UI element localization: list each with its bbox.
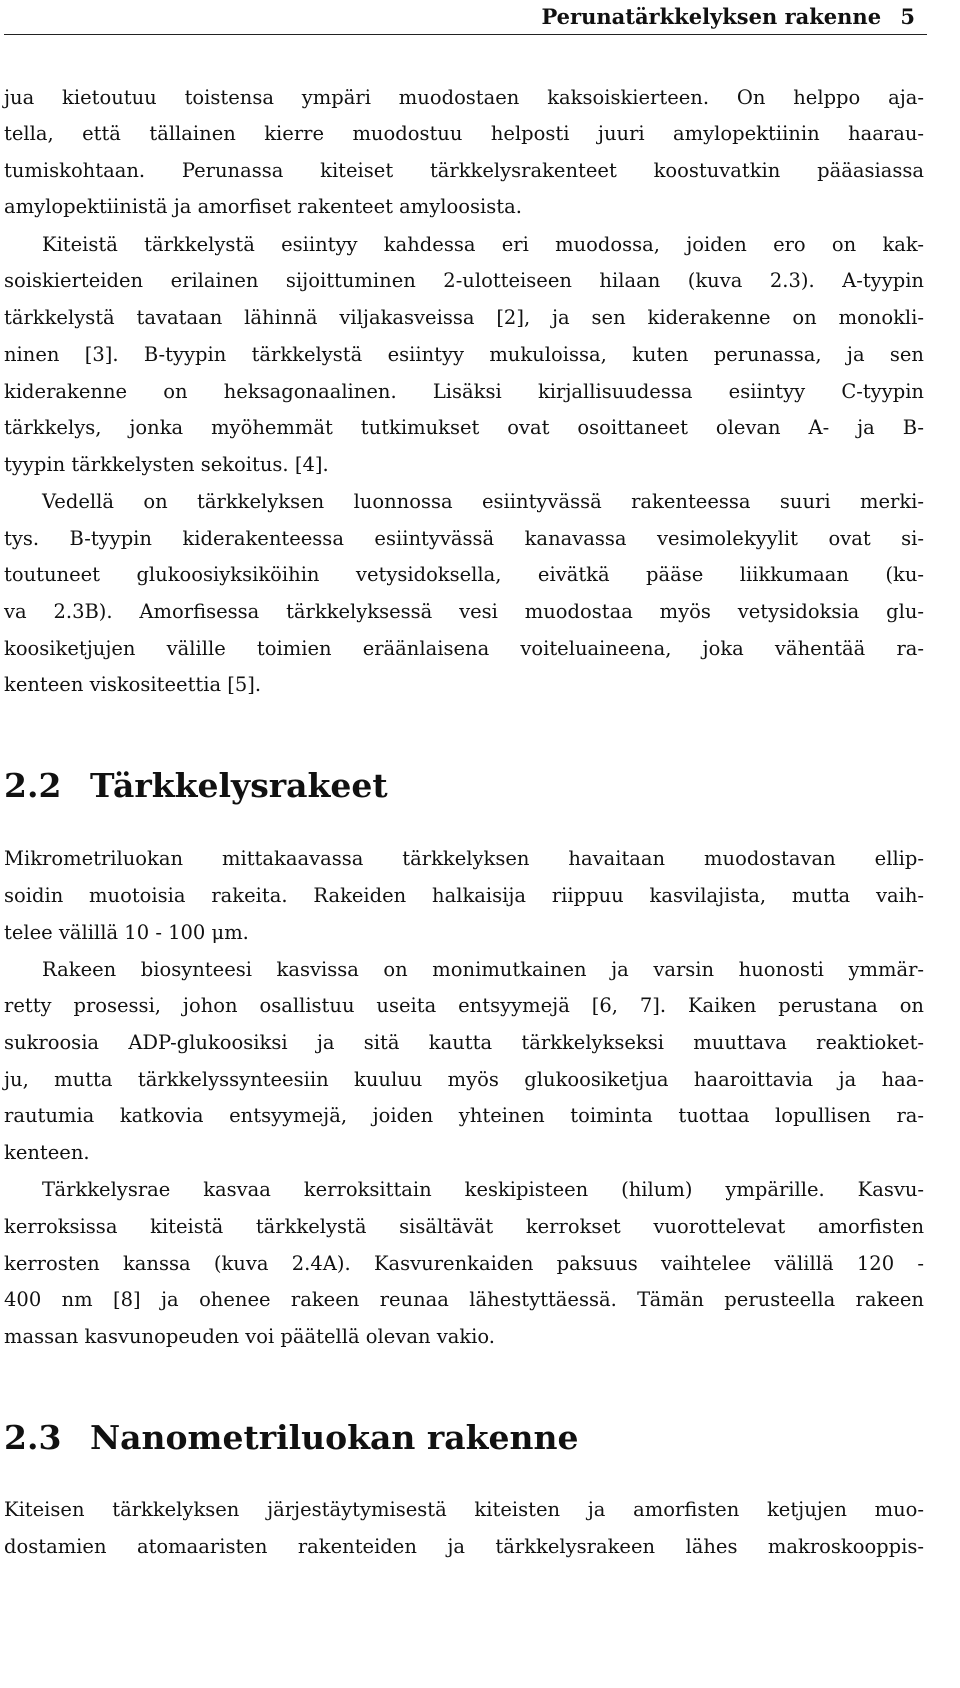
- text-line: Kiteistä tärkkelystä esiintyy kahdessa eri muodossa, joiden ero on kak-: [42, 233, 924, 256]
- text-line: soiskierteiden erilainen sijoittuminen 2-ulotteiseen hilaan (kuva 2.3). A-tyypin: [4, 269, 924, 292]
- text-line: tärkkelystä tavataan lähinnä viljakasveissa [2], ja sen kiderakenne on monokli-: [4, 306, 924, 329]
- text-line: Rakeen biosynteesi kasvissa on monimutkainen ja varsin huonosti ymmär-: [42, 958, 924, 981]
- section-title: Nanometriluokan rakenne: [90, 1418, 579, 1457]
- text-line: koosiketjujen välille toimien eräänlaisena voiteluaineena, joka vähentää ra-: [4, 637, 924, 660]
- text-line: retty prosessi, johon osallistuu useita entsyymejä [6, 7]. Kaiken perustana on: [4, 994, 924, 1017]
- text-line: tyypin tärkkelysten sekoitus. [4].: [4, 453, 329, 476]
- header-rule: [4, 34, 927, 35]
- text-line: ninen [3]. B-tyypin tärkkelystä esiintyy mukuloissa, kuten perunassa, ja sen: [4, 343, 924, 366]
- page-number: 5: [900, 4, 915, 29]
- text-line: Tärkkelysrae kasvaa kerroksittain keskipisteen (hilum) ympärille. Kasvu-: [42, 1178, 924, 1201]
- text-line: kenteen viskositeettia [5].: [4, 673, 262, 696]
- text-line: kiderakenne on heksagonaalinen. Lisäksi kirjallisuudessa esiintyy C-tyypin: [4, 380, 924, 403]
- text-line: sukroosia ADP-glukoosiksi ja sitä kautta tärkkelykseksi muuttava reaktioket-: [4, 1031, 924, 1054]
- text-line: tys. B-tyypin kiderakenteessa esiintyvässä kanavassa vesimolekyylit ovat si-: [4, 527, 924, 550]
- running-header: [541, 4, 915, 29]
- text-line: rautumia katkovia entsyymejä, joiden yhteinen toiminta tuottaa lopullisen ra-: [4, 1104, 924, 1127]
- text-line: kenteen.: [4, 1141, 90, 1164]
- section-number: 2.2: [4, 766, 62, 805]
- text-line: kerroksissa kiteistä tärkkelystä sisältävät kerrokset vuorottelevat amorfisten: [4, 1215, 924, 1238]
- text-line: 400 nm [8] ja ohenee rakeen reunaa lähestyttäessä. Tämän perusteella rakeen: [4, 1288, 924, 1311]
- text-line: Vedellä on tärkkelyksen luonnossa esiintyvässä rakenteessa suuri merki-: [42, 490, 924, 513]
- text-line: toutuneet glukoosiyksiköihin vetysidoksella, eivätkä pääse liikkumaan (ku-: [4, 563, 924, 586]
- text-line: massan kasvunopeuden voi päätellä olevan vakio.: [4, 1325, 496, 1348]
- text-line: Kiteisen tärkkelyksen järjestäytymisestä kiteisten ja amorfisten ketjujen muo-: [4, 1498, 924, 1521]
- text-line: telee välillä 10 - 100 μm.: [4, 921, 249, 944]
- text-line: jua kietoutuu toistensa ympäri muodostaen kaksoiskierteen. On helppo aja-: [4, 86, 924, 109]
- text-line: va 2.3B). Amorfisessa tärkkelyksessä vesi muodostaa myös vetysidoksia glu-: [4, 600, 924, 623]
- text-line: kerrosten kanssa (kuva 2.4A). Kasvurenkaiden paksuus vaihtelee välillä 120 -: [4, 1252, 924, 1275]
- text-line: tumiskohtaan. Perunassa kiteiset tärkkelysrakenteet koostuvatkin pääasiassa: [4, 159, 924, 182]
- section-number: 2.3: [4, 1418, 62, 1457]
- text-line: dostamien atomaaristen rakenteiden ja tärkkelysrakeen lähes makroskooppis-: [4, 1535, 924, 1558]
- text-line: soidin muotoisia rakeita. Rakeiden halkaisija riippuu kasvilajista, mutta vaih-: [4, 884, 924, 907]
- text-line: amylopektiinistä ja amorfiset rakenteet amyloosista.: [4, 195, 522, 218]
- text-line: tärkkelys, jonka myöhemmät tutkimukset ovat osoittaneet olevan A- ja B-: [4, 416, 924, 439]
- section-heading: [4, 1418, 579, 1458]
- running-title: Perunatärkkelyksen rakenne: [541, 4, 882, 29]
- section-title: Tärkkelysrakeet: [90, 766, 388, 805]
- text-line: ju, mutta tärkkelyssynteesiin kuuluu myös glukoosiketjua haaroittavia ja haa-: [4, 1068, 924, 1091]
- section-heading: [4, 766, 388, 806]
- text-line: tella, että tällainen kierre muodostuu helposti juuri amylopektiinin haarau-: [4, 122, 924, 145]
- text-line: Mikrometriluokan mittakaavassa tärkkelyksen havaitaan muodostavan ellip-: [4, 847, 924, 870]
